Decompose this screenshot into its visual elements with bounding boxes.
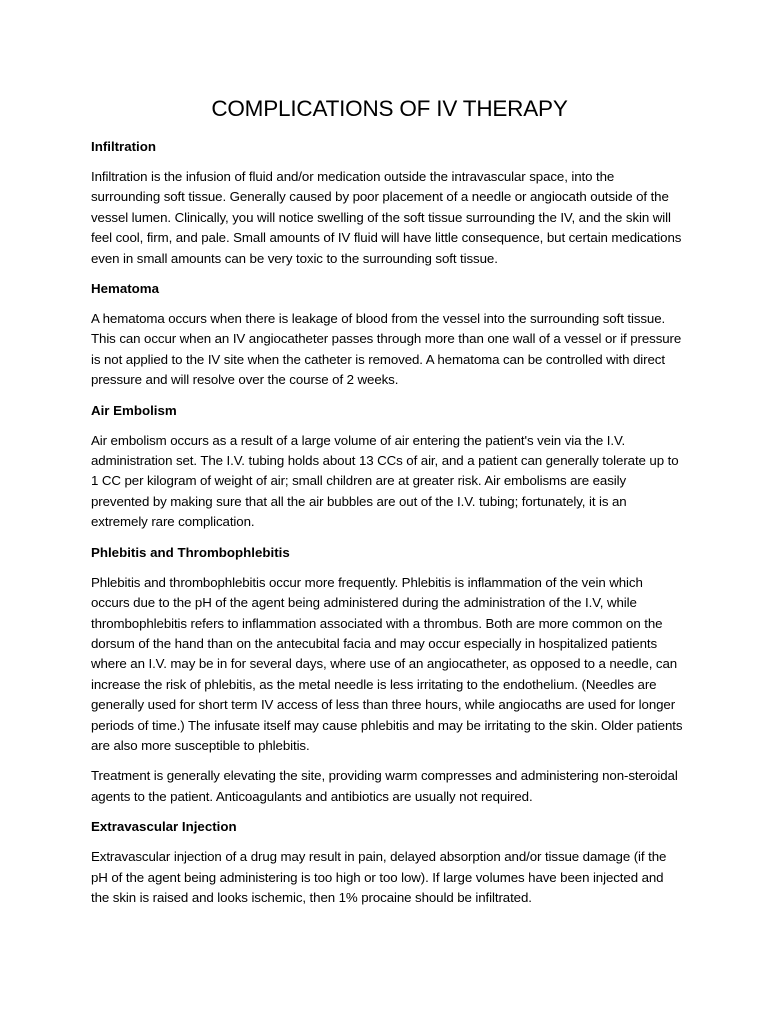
- section-heading-hematoma: Hematoma: [91, 281, 159, 297]
- section-air-embolism: [91, 401, 684, 533]
- section-extravascular-injection: [91, 817, 684, 908]
- document-title: COMPLICATIONS OF IV THERAPY: [211, 96, 568, 121]
- paragraph-infiltration: Infiltration is the infusion of fluid and/or medication outside the intravascular space, into the surrounding soft tissue. Generally caused by poor placement of a needle or angiocath outside of the vessel lumen. Clinically, you will notice swelling of the soft tissue surrounding the IV, and the skin will feel cool, firm, and pale. Small amounts of IV fluid will have little consequence, but certain medications even in small amounts can be very toxic to the surrounding soft tissue.: [91, 169, 682, 266]
- section-infiltration: [91, 137, 684, 269]
- section-heading-extravascular-injection: Extravascular Injection: [91, 819, 237, 835]
- section-phlebitis: [91, 543, 684, 807]
- paragraph-air-embolism: Air embolism occurs as a result of a large volume of air entering the patient's vein via the I.V. administration set. The I.V. tubing holds about 13 CCs of air, and a patient can generally tolerate up to 1 CC per kilogram of weight of air; small children are at greater risk. Air embolisms are easily prevented by making sure that all the air bubbles are out of the I.V. tubing; fortunately, it is an extremely rare complication.: [91, 432, 679, 530]
- paragraph-hematoma: A hematoma occurs when there is leakage of blood from the vessel into the surrounding soft tissue. This can occur when an IV angiocatheter passes through more than one wall of a vessel or if pressure is not applied to the IV site when the catheter is removed. A hematoma can be controlled with direct pressure and will resolve over the course of 2 weeks.: [91, 311, 682, 388]
- section-hematoma: [91, 279, 684, 391]
- section-heading-infiltration: Infiltration: [91, 139, 156, 154]
- paragraph-phlebitis: Phlebitis and thrombophlebitis occur more frequently. Phlebitis is inflammation of the vein which occurs due to the pH of the agent being administered during the administration of the I.V, while thrombophlebitis refers to inflammation associated with a thrombus. Both are more common on the dorsum of the hand than on the antecubital facia and may occur especially in hospitalized patients where an I.V. may be in for several days, where use of an angiocatheter, as opposed to a needle, can increase the risk of phlebitis, as the metal needle is less irritating to the endothelium. (Needles are generally used for short term IV access of less than three hours, while angiocaths are used for longer periods of time.) The infusate itself may cause phlebitis and may be irritating to the skin. Older patients are also more susceptible to phlebitis.: [91, 574, 683, 753]
- section-heading-air-embolism: Air Embolism: [91, 402, 177, 418]
- section-heading-phlebitis: Phlebitis and Thrombophlebitis: [91, 544, 290, 560]
- paragraph-phlebitis-treatment: Treatment is generally elevating the site, providing warm compresses and administering non-steroidal agents to the patient. Anticoagulants and antibiotics are usually not required.: [91, 768, 678, 804]
- paragraph-extravascular-injection: Extravascular injection of a drug may result in pain, delayed absorption and/or tissue damage (if the pH of the agent being administering is too high or too low). If large volumes have been injected and the skin is raised and looks ischemic, then 1% procaine should be infiltrated.: [91, 849, 667, 905]
